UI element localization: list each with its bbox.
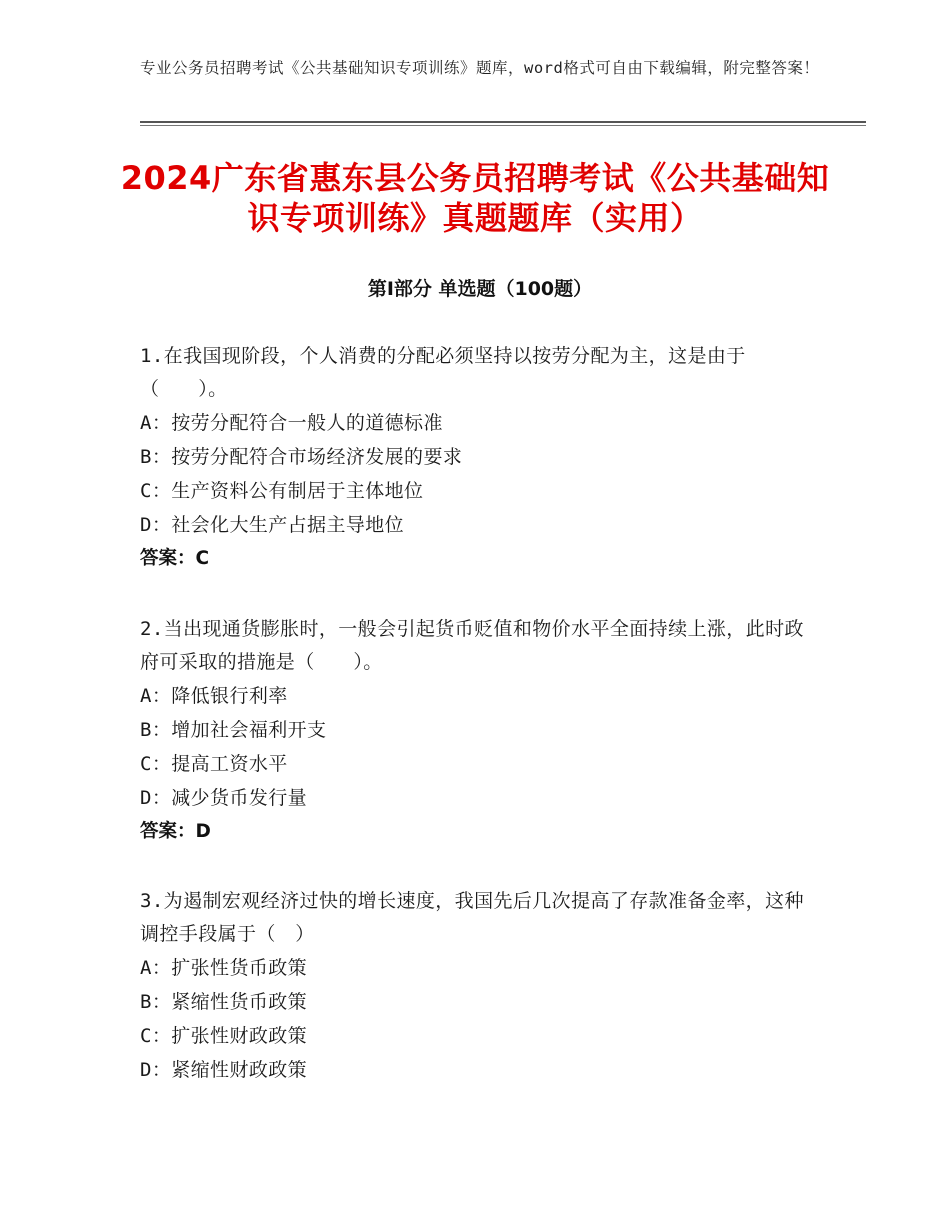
header-divider-thick xyxy=(140,121,866,123)
document-title: 2024广东省惠东县公务员招聘考试《公共基础知识专项训练》真题题库（实用） xyxy=(120,159,830,237)
option-c: C：提高工资水平 xyxy=(140,753,288,775)
question-stem: 2.当出现通货膨胀时，一般会引起货币贬值和物价水平全面持续上涨，此时政府可采取的措施是（ ）。 xyxy=(140,618,804,673)
question-stem: 1.在我国现阶段，个人消费的分配必须坚持以按劳分配为主，这是由于（ ）。 xyxy=(140,345,746,400)
section-heading: 第Ⅰ部分 单选题（100题） xyxy=(367,278,593,300)
option-a: A：按劳分配符合一般人的道德标准 xyxy=(140,412,443,434)
header-note: 专业公务员招聘考试《公共基础知识专项训练》题库，word格式可自由下载编辑，附完整答案！ xyxy=(140,59,820,77)
question-2 xyxy=(140,613,820,849)
option-b: B：增加社会福利开支 xyxy=(140,719,327,741)
question-1 xyxy=(140,340,820,576)
option-c: C：生产资料公有制居于主体地位 xyxy=(140,480,424,502)
header-divider-thin xyxy=(140,125,866,126)
answer: 答案：D xyxy=(140,821,211,842)
option-b: B：紧缩性货币政策 xyxy=(140,991,308,1013)
option-d: D：社会化大生产占据主导地位 xyxy=(140,514,405,536)
question-stem: 3.为遏制宏观经济过快的增长速度，我国先后几次提高了存款准备金率，这种调控手段属于（ ） xyxy=(140,890,804,945)
option-c: C：扩张性财政政策 xyxy=(140,1025,308,1047)
option-b: B：按劳分配符合市场经济发展的要求 xyxy=(140,446,463,468)
option-d: D：减少货币发行量 xyxy=(140,787,308,809)
answer: 答案：C xyxy=(140,548,210,569)
option-d: D：紧缩性财政政策 xyxy=(140,1059,308,1081)
option-a: A：扩张性货币政策 xyxy=(140,957,308,979)
option-a: A：降低银行利率 xyxy=(140,685,288,707)
question-3 xyxy=(140,885,820,1087)
